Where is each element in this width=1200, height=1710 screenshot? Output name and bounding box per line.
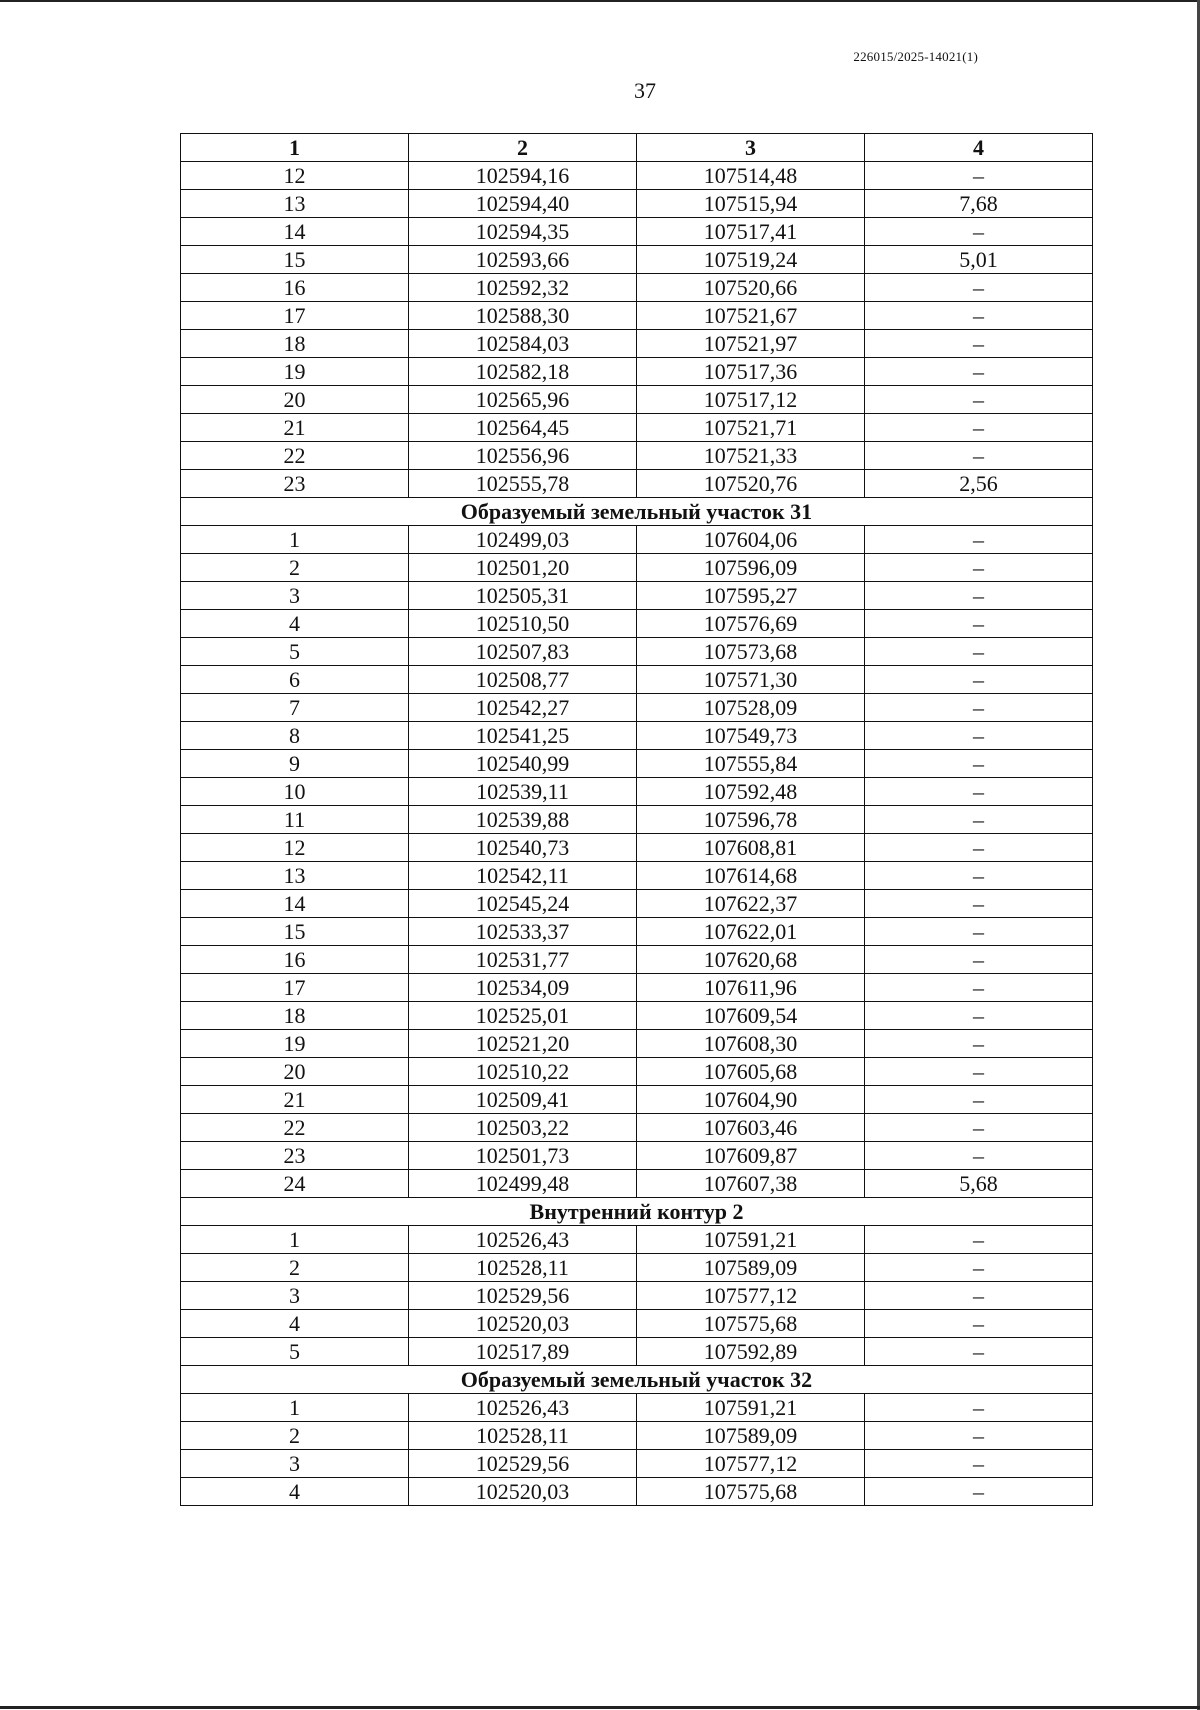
distance-cell: – bbox=[865, 330, 1093, 358]
table-row bbox=[181, 1226, 1093, 1254]
table-row bbox=[181, 1086, 1093, 1114]
distance-cell: – bbox=[865, 918, 1093, 946]
point-number-cell: 21 bbox=[181, 1086, 409, 1114]
point-number-cell: 5 bbox=[181, 638, 409, 666]
x-coordinate-cell: 102541,25 bbox=[409, 722, 637, 750]
distance-cell: – bbox=[865, 750, 1093, 778]
y-coordinate-cell: 107555,84 bbox=[637, 750, 865, 778]
distance-cell: – bbox=[865, 946, 1093, 974]
point-number-cell: 1 bbox=[181, 1394, 409, 1422]
distance-cell: – bbox=[865, 1114, 1093, 1142]
x-coordinate-cell: 102525,01 bbox=[409, 1002, 637, 1030]
x-coordinate-cell: 102542,27 bbox=[409, 694, 637, 722]
x-coordinate-cell: 102507,83 bbox=[409, 638, 637, 666]
distance-cell: – bbox=[865, 1002, 1093, 1030]
x-coordinate-cell: 102520,03 bbox=[409, 1310, 637, 1338]
distance-cell: – bbox=[865, 386, 1093, 414]
distance-cell: – bbox=[865, 414, 1093, 442]
page-number: 37 bbox=[634, 78, 656, 103]
table-row bbox=[181, 918, 1093, 946]
table-row bbox=[181, 806, 1093, 834]
point-number-cell: 3 bbox=[181, 582, 409, 610]
table-row bbox=[181, 1282, 1093, 1310]
distance-cell: – bbox=[865, 218, 1093, 246]
table-row bbox=[181, 386, 1093, 414]
distance-cell: – bbox=[865, 1282, 1093, 1310]
table-row bbox=[181, 722, 1093, 750]
point-number-cell: 13 bbox=[181, 862, 409, 890]
x-coordinate-cell: 102520,03 bbox=[409, 1478, 637, 1506]
y-coordinate-cell: 107609,54 bbox=[637, 1002, 865, 1030]
point-number-cell: 4 bbox=[181, 1310, 409, 1338]
y-coordinate-cell: 107591,21 bbox=[637, 1394, 865, 1422]
distance-cell: – bbox=[865, 666, 1093, 694]
section-header-row bbox=[181, 498, 1093, 526]
column-header-point: 1 bbox=[181, 134, 409, 162]
point-number-cell: 15 bbox=[181, 918, 409, 946]
x-coordinate-cell: 102531,77 bbox=[409, 946, 637, 974]
y-coordinate-cell: 107603,46 bbox=[637, 1114, 865, 1142]
distance-cell: – bbox=[865, 1338, 1093, 1366]
y-coordinate-cell: 107517,12 bbox=[637, 386, 865, 414]
point-number-cell: 12 bbox=[181, 834, 409, 862]
x-coordinate-cell: 102517,89 bbox=[409, 1338, 637, 1366]
y-coordinate-cell: 107591,21 bbox=[637, 1226, 865, 1254]
x-coordinate-cell: 102499,48 bbox=[409, 1170, 637, 1198]
table-row bbox=[181, 274, 1093, 302]
y-coordinate-cell: 107604,06 bbox=[637, 526, 865, 554]
y-coordinate-cell: 107595,27 bbox=[637, 582, 865, 610]
x-coordinate-cell: 102499,03 bbox=[409, 526, 637, 554]
distance-cell: – bbox=[865, 554, 1093, 582]
distance-cell: – bbox=[865, 1254, 1093, 1282]
distance-cell: – bbox=[865, 162, 1093, 190]
point-number-cell: 23 bbox=[181, 1142, 409, 1170]
distance-cell: 5,01 bbox=[865, 246, 1093, 274]
y-coordinate-cell: 107521,33 bbox=[637, 442, 865, 470]
y-coordinate-cell: 107519,24 bbox=[637, 246, 865, 274]
distance-cell: – bbox=[865, 1450, 1093, 1478]
table-row bbox=[181, 582, 1093, 610]
y-coordinate-cell: 107517,36 bbox=[637, 358, 865, 386]
table-row bbox=[181, 1030, 1093, 1058]
distance-cell: 7,68 bbox=[865, 190, 1093, 218]
scan-top-edge bbox=[0, 0, 1200, 2]
y-coordinate-cell: 107571,30 bbox=[637, 666, 865, 694]
x-coordinate-cell: 102588,30 bbox=[409, 302, 637, 330]
table-row bbox=[181, 1002, 1093, 1030]
table-row bbox=[181, 750, 1093, 778]
point-number-cell: 3 bbox=[181, 1450, 409, 1478]
section-title: Внутренний контур 2 bbox=[181, 1198, 1093, 1226]
table-row bbox=[181, 442, 1093, 470]
x-coordinate-cell: 102584,03 bbox=[409, 330, 637, 358]
distance-cell: – bbox=[865, 1478, 1093, 1506]
point-number-cell: 21 bbox=[181, 414, 409, 442]
y-coordinate-cell: 107611,96 bbox=[637, 974, 865, 1002]
point-number-cell: 18 bbox=[181, 330, 409, 358]
distance-cell: – bbox=[865, 1226, 1093, 1254]
table-row bbox=[181, 1254, 1093, 1282]
y-coordinate-cell: 107608,30 bbox=[637, 1030, 865, 1058]
x-coordinate-cell: 102539,88 bbox=[409, 806, 637, 834]
y-coordinate-cell: 107521,97 bbox=[637, 330, 865, 358]
coordinates-table bbox=[180, 133, 1093, 1506]
point-number-cell: 4 bbox=[181, 1478, 409, 1506]
point-number-cell: 3 bbox=[181, 1282, 409, 1310]
y-coordinate-cell: 107589,09 bbox=[637, 1422, 865, 1450]
x-coordinate-cell: 102505,31 bbox=[409, 582, 637, 610]
table-row bbox=[181, 246, 1093, 274]
point-number-cell: 4 bbox=[181, 610, 409, 638]
distance-cell: – bbox=[865, 358, 1093, 386]
y-coordinate-cell: 107577,12 bbox=[637, 1282, 865, 1310]
y-coordinate-cell: 107515,94 bbox=[637, 190, 865, 218]
distance-cell: – bbox=[865, 526, 1093, 554]
column-header-distance: 4 bbox=[865, 134, 1093, 162]
y-coordinate-cell: 107605,68 bbox=[637, 1058, 865, 1086]
distance-cell: – bbox=[865, 1142, 1093, 1170]
table-row bbox=[181, 946, 1093, 974]
point-number-cell: 23 bbox=[181, 470, 409, 498]
table-row bbox=[181, 610, 1093, 638]
x-coordinate-cell: 102521,20 bbox=[409, 1030, 637, 1058]
point-number-cell: 8 bbox=[181, 722, 409, 750]
y-coordinate-cell: 107549,73 bbox=[637, 722, 865, 750]
distance-cell: – bbox=[865, 890, 1093, 918]
point-number-cell: 19 bbox=[181, 1030, 409, 1058]
table-row bbox=[181, 1114, 1093, 1142]
distance-cell: – bbox=[865, 834, 1093, 862]
x-coordinate-cell: 102565,96 bbox=[409, 386, 637, 414]
y-coordinate-cell: 107596,78 bbox=[637, 806, 865, 834]
table-row bbox=[181, 162, 1093, 190]
x-coordinate-cell: 102534,09 bbox=[409, 974, 637, 1002]
distance-cell: – bbox=[865, 862, 1093, 890]
section-header-row bbox=[181, 1198, 1093, 1226]
distance-cell: – bbox=[865, 302, 1093, 330]
y-coordinate-cell: 107517,41 bbox=[637, 218, 865, 246]
x-coordinate-cell: 102540,73 bbox=[409, 834, 637, 862]
y-coordinate-cell: 107589,09 bbox=[637, 1254, 865, 1282]
point-number-cell: 2 bbox=[181, 1254, 409, 1282]
distance-cell: – bbox=[865, 1030, 1093, 1058]
y-coordinate-cell: 107576,69 bbox=[637, 610, 865, 638]
x-coordinate-cell: 102555,78 bbox=[409, 470, 637, 498]
table-row bbox=[181, 890, 1093, 918]
table-row bbox=[181, 1394, 1093, 1422]
document-id: 226015/2025-14021(1) bbox=[853, 49, 978, 64]
distance-cell: 5,68 bbox=[865, 1170, 1093, 1198]
x-coordinate-cell: 102564,45 bbox=[409, 414, 637, 442]
y-coordinate-cell: 107604,90 bbox=[637, 1086, 865, 1114]
table-row bbox=[181, 694, 1093, 722]
y-coordinate-cell: 107573,68 bbox=[637, 638, 865, 666]
y-coordinate-cell: 107607,38 bbox=[637, 1170, 865, 1198]
column-header-x: 2 bbox=[409, 134, 637, 162]
section-header-row bbox=[181, 1366, 1093, 1394]
point-number-cell: 17 bbox=[181, 302, 409, 330]
x-coordinate-cell: 102528,11 bbox=[409, 1422, 637, 1450]
y-coordinate-cell: 107521,67 bbox=[637, 302, 865, 330]
y-coordinate-cell: 107609,87 bbox=[637, 1142, 865, 1170]
distance-cell: 2,56 bbox=[865, 470, 1093, 498]
point-number-cell: 1 bbox=[181, 1226, 409, 1254]
x-coordinate-cell: 102501,20 bbox=[409, 554, 637, 582]
x-coordinate-cell: 102509,41 bbox=[409, 1086, 637, 1114]
table-row bbox=[181, 1058, 1093, 1086]
x-coordinate-cell: 102593,66 bbox=[409, 246, 637, 274]
section-title: Образуемый земельный участок 31 bbox=[181, 498, 1093, 526]
x-coordinate-cell: 102582,18 bbox=[409, 358, 637, 386]
point-number-cell: 15 bbox=[181, 246, 409, 274]
y-coordinate-cell: 107622,37 bbox=[637, 890, 865, 918]
table-row bbox=[181, 1338, 1093, 1366]
y-coordinate-cell: 107592,89 bbox=[637, 1338, 865, 1366]
y-coordinate-cell: 107575,68 bbox=[637, 1478, 865, 1506]
table-row bbox=[181, 1422, 1093, 1450]
y-coordinate-cell: 107528,09 bbox=[637, 694, 865, 722]
distance-cell: – bbox=[865, 610, 1093, 638]
point-number-cell: 16 bbox=[181, 274, 409, 302]
distance-cell: – bbox=[865, 1086, 1093, 1114]
x-coordinate-cell: 102529,56 bbox=[409, 1282, 637, 1310]
point-number-cell: 9 bbox=[181, 750, 409, 778]
x-coordinate-cell: 102528,11 bbox=[409, 1254, 637, 1282]
point-number-cell: 12 bbox=[181, 162, 409, 190]
point-number-cell: 14 bbox=[181, 890, 409, 918]
y-coordinate-cell: 107520,66 bbox=[637, 274, 865, 302]
distance-cell: – bbox=[865, 806, 1093, 834]
x-coordinate-cell: 102594,35 bbox=[409, 218, 637, 246]
distance-cell: – bbox=[865, 1394, 1093, 1422]
distance-cell: – bbox=[865, 274, 1093, 302]
point-number-cell: 6 bbox=[181, 666, 409, 694]
point-number-cell: 13 bbox=[181, 190, 409, 218]
y-coordinate-cell: 107622,01 bbox=[637, 918, 865, 946]
distance-cell: – bbox=[865, 722, 1093, 750]
table-row bbox=[181, 218, 1093, 246]
table-row bbox=[181, 1478, 1093, 1506]
point-number-cell: 24 bbox=[181, 1170, 409, 1198]
y-coordinate-cell: 107596,09 bbox=[637, 554, 865, 582]
point-number-cell: 2 bbox=[181, 554, 409, 582]
table-row bbox=[181, 778, 1093, 806]
section-title: Образуемый земельный участок 32 bbox=[181, 1366, 1093, 1394]
x-coordinate-cell: 102503,22 bbox=[409, 1114, 637, 1142]
point-number-cell: 19 bbox=[181, 358, 409, 386]
table-row bbox=[181, 1310, 1093, 1338]
y-coordinate-cell: 107514,48 bbox=[637, 162, 865, 190]
x-coordinate-cell: 102533,37 bbox=[409, 918, 637, 946]
x-coordinate-cell: 102542,11 bbox=[409, 862, 637, 890]
x-coordinate-cell: 102594,40 bbox=[409, 190, 637, 218]
x-coordinate-cell: 102510,22 bbox=[409, 1058, 637, 1086]
x-coordinate-cell: 102508,77 bbox=[409, 666, 637, 694]
distance-cell: – bbox=[865, 1058, 1093, 1086]
x-coordinate-cell: 102594,16 bbox=[409, 162, 637, 190]
distance-cell: – bbox=[865, 1422, 1093, 1450]
point-number-cell: 22 bbox=[181, 442, 409, 470]
x-coordinate-cell: 102526,43 bbox=[409, 1226, 637, 1254]
point-number-cell: 11 bbox=[181, 806, 409, 834]
point-number-cell: 22 bbox=[181, 1114, 409, 1142]
y-coordinate-cell: 107608,81 bbox=[637, 834, 865, 862]
table-row bbox=[181, 666, 1093, 694]
table-row bbox=[181, 1170, 1093, 1198]
point-number-cell: 1 bbox=[181, 526, 409, 554]
y-coordinate-cell: 107521,71 bbox=[637, 414, 865, 442]
point-number-cell: 2 bbox=[181, 1422, 409, 1450]
table-row bbox=[181, 526, 1093, 554]
point-number-cell: 20 bbox=[181, 1058, 409, 1086]
table-row bbox=[181, 470, 1093, 498]
x-coordinate-cell: 102539,11 bbox=[409, 778, 637, 806]
table-row bbox=[181, 414, 1093, 442]
point-number-cell: 7 bbox=[181, 694, 409, 722]
y-coordinate-cell: 107577,12 bbox=[637, 1450, 865, 1478]
scan-bottom-edge bbox=[0, 1706, 1200, 1709]
x-coordinate-cell: 102545,24 bbox=[409, 890, 637, 918]
y-coordinate-cell: 107575,68 bbox=[637, 1310, 865, 1338]
column-header-y: 3 bbox=[637, 134, 865, 162]
point-number-cell: 14 bbox=[181, 218, 409, 246]
table-row bbox=[181, 1142, 1093, 1170]
point-number-cell: 20 bbox=[181, 386, 409, 414]
y-coordinate-cell: 107620,68 bbox=[637, 946, 865, 974]
distance-cell: – bbox=[865, 974, 1093, 1002]
x-coordinate-cell: 102556,96 bbox=[409, 442, 637, 470]
y-coordinate-cell: 107614,68 bbox=[637, 862, 865, 890]
distance-cell: – bbox=[865, 778, 1093, 806]
point-number-cell: 17 bbox=[181, 974, 409, 1002]
point-number-cell: 18 bbox=[181, 1002, 409, 1030]
table-row bbox=[181, 190, 1093, 218]
table-row bbox=[181, 862, 1093, 890]
table-row bbox=[181, 330, 1093, 358]
x-coordinate-cell: 102540,99 bbox=[409, 750, 637, 778]
table-row bbox=[181, 554, 1093, 582]
distance-cell: – bbox=[865, 638, 1093, 666]
x-coordinate-cell: 102529,56 bbox=[409, 1450, 637, 1478]
table-row bbox=[181, 1450, 1093, 1478]
point-number-cell: 10 bbox=[181, 778, 409, 806]
coordinates-table-body bbox=[181, 134, 1093, 1506]
table-row bbox=[181, 302, 1093, 330]
distance-cell: – bbox=[865, 442, 1093, 470]
distance-cell: – bbox=[865, 582, 1093, 610]
y-coordinate-cell: 107592,48 bbox=[637, 778, 865, 806]
x-coordinate-cell: 102501,73 bbox=[409, 1142, 637, 1170]
table-row bbox=[181, 638, 1093, 666]
distance-cell: – bbox=[865, 1310, 1093, 1338]
y-coordinate-cell: 107520,76 bbox=[637, 470, 865, 498]
x-coordinate-cell: 102592,32 bbox=[409, 274, 637, 302]
distance-cell: – bbox=[865, 694, 1093, 722]
x-coordinate-cell: 102510,50 bbox=[409, 610, 637, 638]
point-number-cell: 16 bbox=[181, 946, 409, 974]
x-coordinate-cell: 102526,43 bbox=[409, 1394, 637, 1422]
table-row bbox=[181, 358, 1093, 386]
table-row bbox=[181, 834, 1093, 862]
point-number-cell: 5 bbox=[181, 1338, 409, 1366]
table-header-row bbox=[181, 134, 1093, 162]
table-row bbox=[181, 974, 1093, 1002]
